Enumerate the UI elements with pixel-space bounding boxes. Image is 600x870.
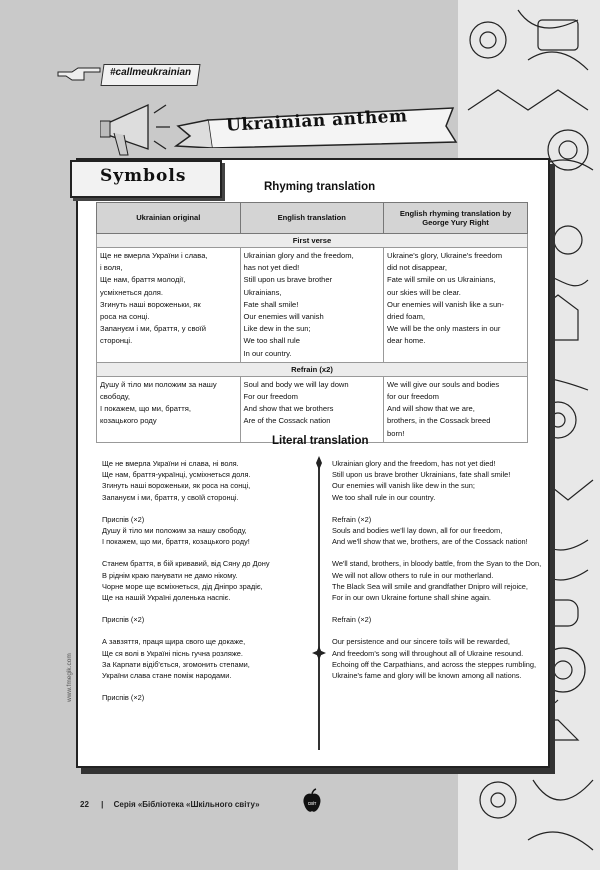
- first-verse-label: First verse: [97, 234, 528, 248]
- stanza-gap: [102, 503, 307, 514]
- text-line: А завзяття, праця щира свого ще докаже,: [102, 637, 246, 647]
- text-line: Our enemies will vanish: [243, 312, 324, 322]
- text-line: Our persistence and our sincere toils will be rewarded,: [332, 637, 510, 647]
- text-line: For in our own Ukraine fortune shall shine again.: [332, 593, 491, 603]
- column-divider: [318, 458, 320, 750]
- text-line: Ще нам, браття молодії,: [100, 275, 186, 285]
- page-footer: [80, 800, 260, 809]
- text-line: Our enemies will vanish like dew in the sun;: [332, 481, 475, 491]
- text-line: Refrain (×2): [332, 514, 372, 524]
- rhyming-heading: Rhyming translation: [264, 181, 376, 193]
- section-tab-label: Symbols: [100, 166, 187, 186]
- text-line: свободу,: [100, 392, 130, 402]
- text-line: We will not allow others to rule in our motherland.: [332, 570, 494, 580]
- ornament-icon: [312, 456, 326, 470]
- page-title: Ukrainian anthem: [225, 106, 408, 136]
- text-line: Soul and body we will lay down: [243, 379, 349, 389]
- text-line: Ukraine's glory, Ukraine's freedom: [387, 251, 503, 260]
- text-line: For our freedom: [243, 392, 298, 402]
- table-row: [97, 248, 528, 363]
- literal-ukrainian-column: [102, 458, 307, 703]
- text-line: We will give our souls and bodies: [387, 379, 500, 389]
- text-line: We'll stand, brothers, in bloody battle, from the Syan to the Don,: [332, 559, 542, 569]
- text-line: Душу й тіло ми положим за нашу: [100, 379, 217, 389]
- text-line: Like dew in the sun;: [243, 324, 311, 334]
- text-line: сторонці.: [100, 336, 133, 346]
- stanza-gap: [102, 547, 307, 558]
- text-line: We too shall rule: [243, 336, 300, 346]
- text-line: І покажем, що ми, браття, козацького роду!: [102, 537, 250, 547]
- text-line: In our country.: [243, 348, 292, 358]
- stanza-gap: [332, 625, 544, 636]
- apple-logo-icon: [302, 788, 322, 814]
- text-line: Ukrainian glory and the freedom,: [243, 251, 354, 260]
- text-line: Приспів (×2): [102, 693, 145, 703]
- text-line: We too shall rule in our country.: [332, 492, 436, 502]
- text-line: dried foam,: [387, 312, 426, 322]
- series-title: Серія «Бібліотека «Шкільного світу»: [113, 800, 260, 809]
- stanza-gap: [102, 681, 307, 692]
- anthem-table: [96, 202, 528, 443]
- text-line: And will show that we are,: [387, 404, 475, 414]
- text-line: And we'll show that we, brothers, are of the Cossack nation!: [332, 537, 528, 547]
- footer-separator: |: [101, 800, 104, 809]
- refrain-rhyme-cell: [384, 376, 528, 442]
- hashtag-text: #callmeukrainian: [110, 67, 192, 78]
- text-line: козацького роду: [100, 416, 157, 426]
- stanza-gap: [332, 603, 544, 614]
- text-line: Our enemies will vanish like a sun-: [387, 299, 504, 309]
- text-line: і воля,: [100, 263, 123, 273]
- column-header: English translation: [240, 203, 384, 234]
- text-line: born!: [387, 428, 405, 438]
- text-line: And freedom's song will throughout all of Ukraine resound.: [332, 648, 524, 658]
- text-line: Запануєм і ми, браття, у своїй сторонці.: [102, 492, 239, 502]
- text-line: Refrain (×2): [332, 615, 372, 625]
- text-line: Are of the Cossack nation: [243, 416, 331, 426]
- text-line: dear home.: [387, 336, 426, 346]
- text-line: brothers, in the Cossack breed: [387, 416, 491, 426]
- text-line: Приспів (×2): [102, 514, 145, 524]
- text-line: Чорне море ще всміхнеться, дід Дніпро зрадіє,: [102, 581, 263, 591]
- verse-rhyme-cell: [384, 248, 528, 363]
- text-line: Ukraine's fame and glory will be known among all nations.: [332, 671, 522, 681]
- text-line: Ще ся волі в Україні піснь гучна розляже.: [102, 648, 243, 658]
- text-line: За Карпати відіб'ється, згомонить степами,: [102, 659, 250, 669]
- verse-en-cell: [240, 248, 384, 363]
- table-row: [97, 376, 528, 442]
- table-header-row: [97, 203, 528, 234]
- text-line: And show that we brothers: [243, 404, 334, 414]
- text-line: Ще не вмерла України ні слава, ні воля.: [102, 459, 239, 468]
- text-line: Згинуть наші вороженьки, як роса на сонці,: [102, 481, 251, 491]
- text-line: Ukrainians,: [243, 287, 282, 297]
- pointing-hand-icon: [56, 64, 104, 84]
- text-line: Душу й тіло ми положим за нашу свободу,: [102, 526, 247, 536]
- text-line: Ще на нашій Україні доленька наспіє.: [102, 593, 231, 603]
- text-line: Fate shall smile!: [243, 299, 299, 309]
- text-line: Ukrainian glory and the freedom, has not yet died!: [332, 459, 496, 468]
- text-line: Still upon us brave brother: [243, 275, 333, 285]
- text-line: We will be the only masters in our: [387, 324, 501, 334]
- hashtag-ribbon: [52, 62, 192, 86]
- text-line: усміхнеться доля.: [100, 287, 163, 297]
- text-line: The Black Sea will smile and grandfather Dnipro will rejoice,: [332, 581, 528, 591]
- stanza-gap: [332, 503, 544, 514]
- text-line: В ріднім краю панувати не дамо нікому.: [102, 570, 238, 580]
- text-line: Запануєм і ми, браття, у своїй: [100, 324, 206, 334]
- logo-text: світ: [307, 801, 317, 807]
- verse-uk-cell: [97, 248, 241, 363]
- stanza-gap: [332, 547, 544, 558]
- text-line: Станем браття, в бій кривавий, від Сяну до Дону: [102, 559, 270, 569]
- refrain-uk-cell: [97, 376, 241, 442]
- text-line: І покажем, що ми, браття,: [100, 404, 191, 414]
- text-line: Приспів (×2): [102, 615, 145, 625]
- text-line: України слава стане поміж народами.: [102, 671, 232, 681]
- text-line: for our freedom: [387, 392, 439, 402]
- text-line: Souls and bodies we'll lay down, all for our freedom,: [332, 526, 503, 536]
- text-line: did not disappear,: [387, 263, 447, 273]
- column-header: Ukrainian original: [97, 203, 241, 234]
- text-line: Fate will smile on us Ukrainians,: [387, 275, 496, 285]
- text-line: our skies will be clear.: [387, 287, 461, 297]
- refrain-en-cell: [240, 376, 384, 442]
- text-line: Ще не вмерла України і слава,: [100, 251, 208, 260]
- website-url: www.fmegik.com: [66, 653, 73, 702]
- text-line: has not yet died!: [243, 263, 300, 273]
- stanza-gap: [102, 603, 307, 614]
- ornament-icon: [312, 646, 326, 660]
- text-line: Still upon us brave brother Ukrainians, fate shall smile!: [332, 470, 511, 480]
- literal-heading: Literal translation: [272, 435, 369, 447]
- literal-english-column: [332, 458, 544, 681]
- stanza-gap: [102, 625, 307, 636]
- text-line: Згинуть наші вороженьки, як: [100, 299, 201, 309]
- column-header: English rhyming translation by George Yury Right: [384, 203, 528, 234]
- page-number: 22: [80, 800, 89, 809]
- text-line: Ще нам, браття-українці, усміхнеться доля.: [102, 470, 251, 480]
- text-line: Echoing off the Carpathians, and across the steppes rumbling,: [332, 659, 537, 669]
- text-line: роса на сонці.: [100, 312, 150, 322]
- refrain-label: Refrain (x2): [97, 362, 528, 376]
